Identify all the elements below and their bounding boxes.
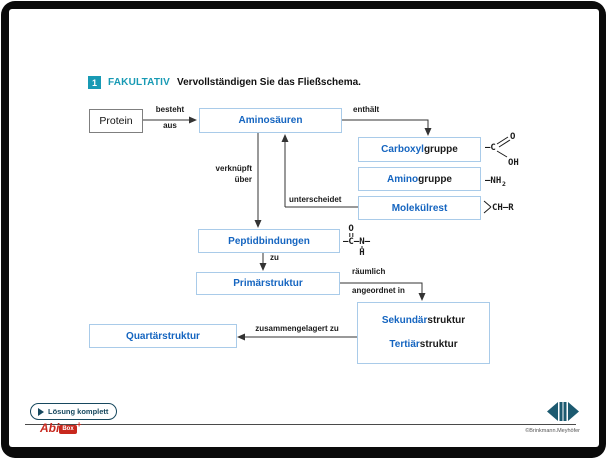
- edge-label-unterscheidet: unterscheidet: [289, 195, 342, 204]
- carboxyl-group-formula: [481, 127, 536, 169]
- nav-prev-icon[interactable]: [547, 402, 563, 421]
- node-peptidbindungen[interactable]: Peptidbindungen: [198, 229, 340, 253]
- node-molekuelrest[interactable]: Molekülrest: [358, 196, 481, 220]
- logo-plus-mark: +: [76, 420, 82, 429]
- node-aminogruppe[interactable]: Amino gruppe: [358, 167, 481, 191]
- edge-label-raeumlich: räumlich: [352, 267, 386, 276]
- edge-label-verknuepft: verknüpft: [215, 164, 252, 173]
- node-carboxylgruppe[interactable]: Carboxyl gruppe: [358, 137, 481, 162]
- svg-text:O: O: [348, 224, 354, 234]
- abibox-logo: [40, 421, 81, 435]
- edge-label-ueber: über: [234, 175, 252, 184]
- molecule-rest-formula: [481, 195, 531, 221]
- page-navigation: [547, 402, 579, 421]
- edge-label-enthaelt: enthält: [353, 105, 380, 114]
- edge-label-besteht: besteht: [155, 105, 185, 114]
- logo-abi-text: Abi: [40, 421, 60, 435]
- node-primaerstruktur[interactable]: Primärstruktur: [196, 272, 340, 295]
- task-number-badge: 1: [88, 76, 101, 89]
- edge-label-angeordnet-in: angeordnet in: [352, 286, 405, 295]
- nav-next-icon[interactable]: [564, 402, 580, 421]
- node-protein: Protein: [89, 109, 143, 133]
- node-aminosaeuren[interactable]: Aminosäuren: [199, 108, 342, 133]
- amino-group-formula: [481, 168, 531, 190]
- svg-text:OH: OH: [508, 158, 519, 168]
- peptide-bond-formula: [343, 222, 388, 260]
- task-tag: FAKULTATIV: [108, 77, 170, 88]
- copyright: ©Brinkmann.Meyhöfer: [525, 428, 580, 434]
- logo-box-text: Box: [59, 425, 76, 434]
- svg-text:O: O: [510, 132, 516, 142]
- node-sekundaer-tertiaerstruktur[interactable]: Sekundärstruktur Tertiärstruktur: [357, 302, 490, 364]
- svg-text:–C–N–: –C–N–: [343, 237, 371, 247]
- edge-label-aus: aus: [163, 121, 177, 130]
- task-header: [88, 76, 361, 89]
- play-icon: [38, 408, 44, 416]
- svg-text:2: 2: [502, 180, 506, 188]
- task-title: Vervollständigen Sie das Fließschema.: [177, 77, 361, 88]
- svg-text:–C: –C: [485, 143, 496, 153]
- svg-text:–NH: –NH: [485, 176, 502, 186]
- slide-content: [9, 9, 599, 447]
- node-quartaerstruktur[interactable]: Quartärstruktur: [89, 324, 237, 348]
- svg-text:H: H: [359, 248, 365, 258]
- svg-text:CH–R: CH–R: [492, 203, 514, 213]
- edge-label-zu: zu: [270, 253, 279, 262]
- solution-button[interactable]: [30, 403, 117, 420]
- solution-button-label: Lösung komplett: [48, 407, 109, 416]
- edge-label-zusammengelagert-zu: zusammengelagert zu: [255, 324, 339, 333]
- footer-divider: [25, 424, 576, 425]
